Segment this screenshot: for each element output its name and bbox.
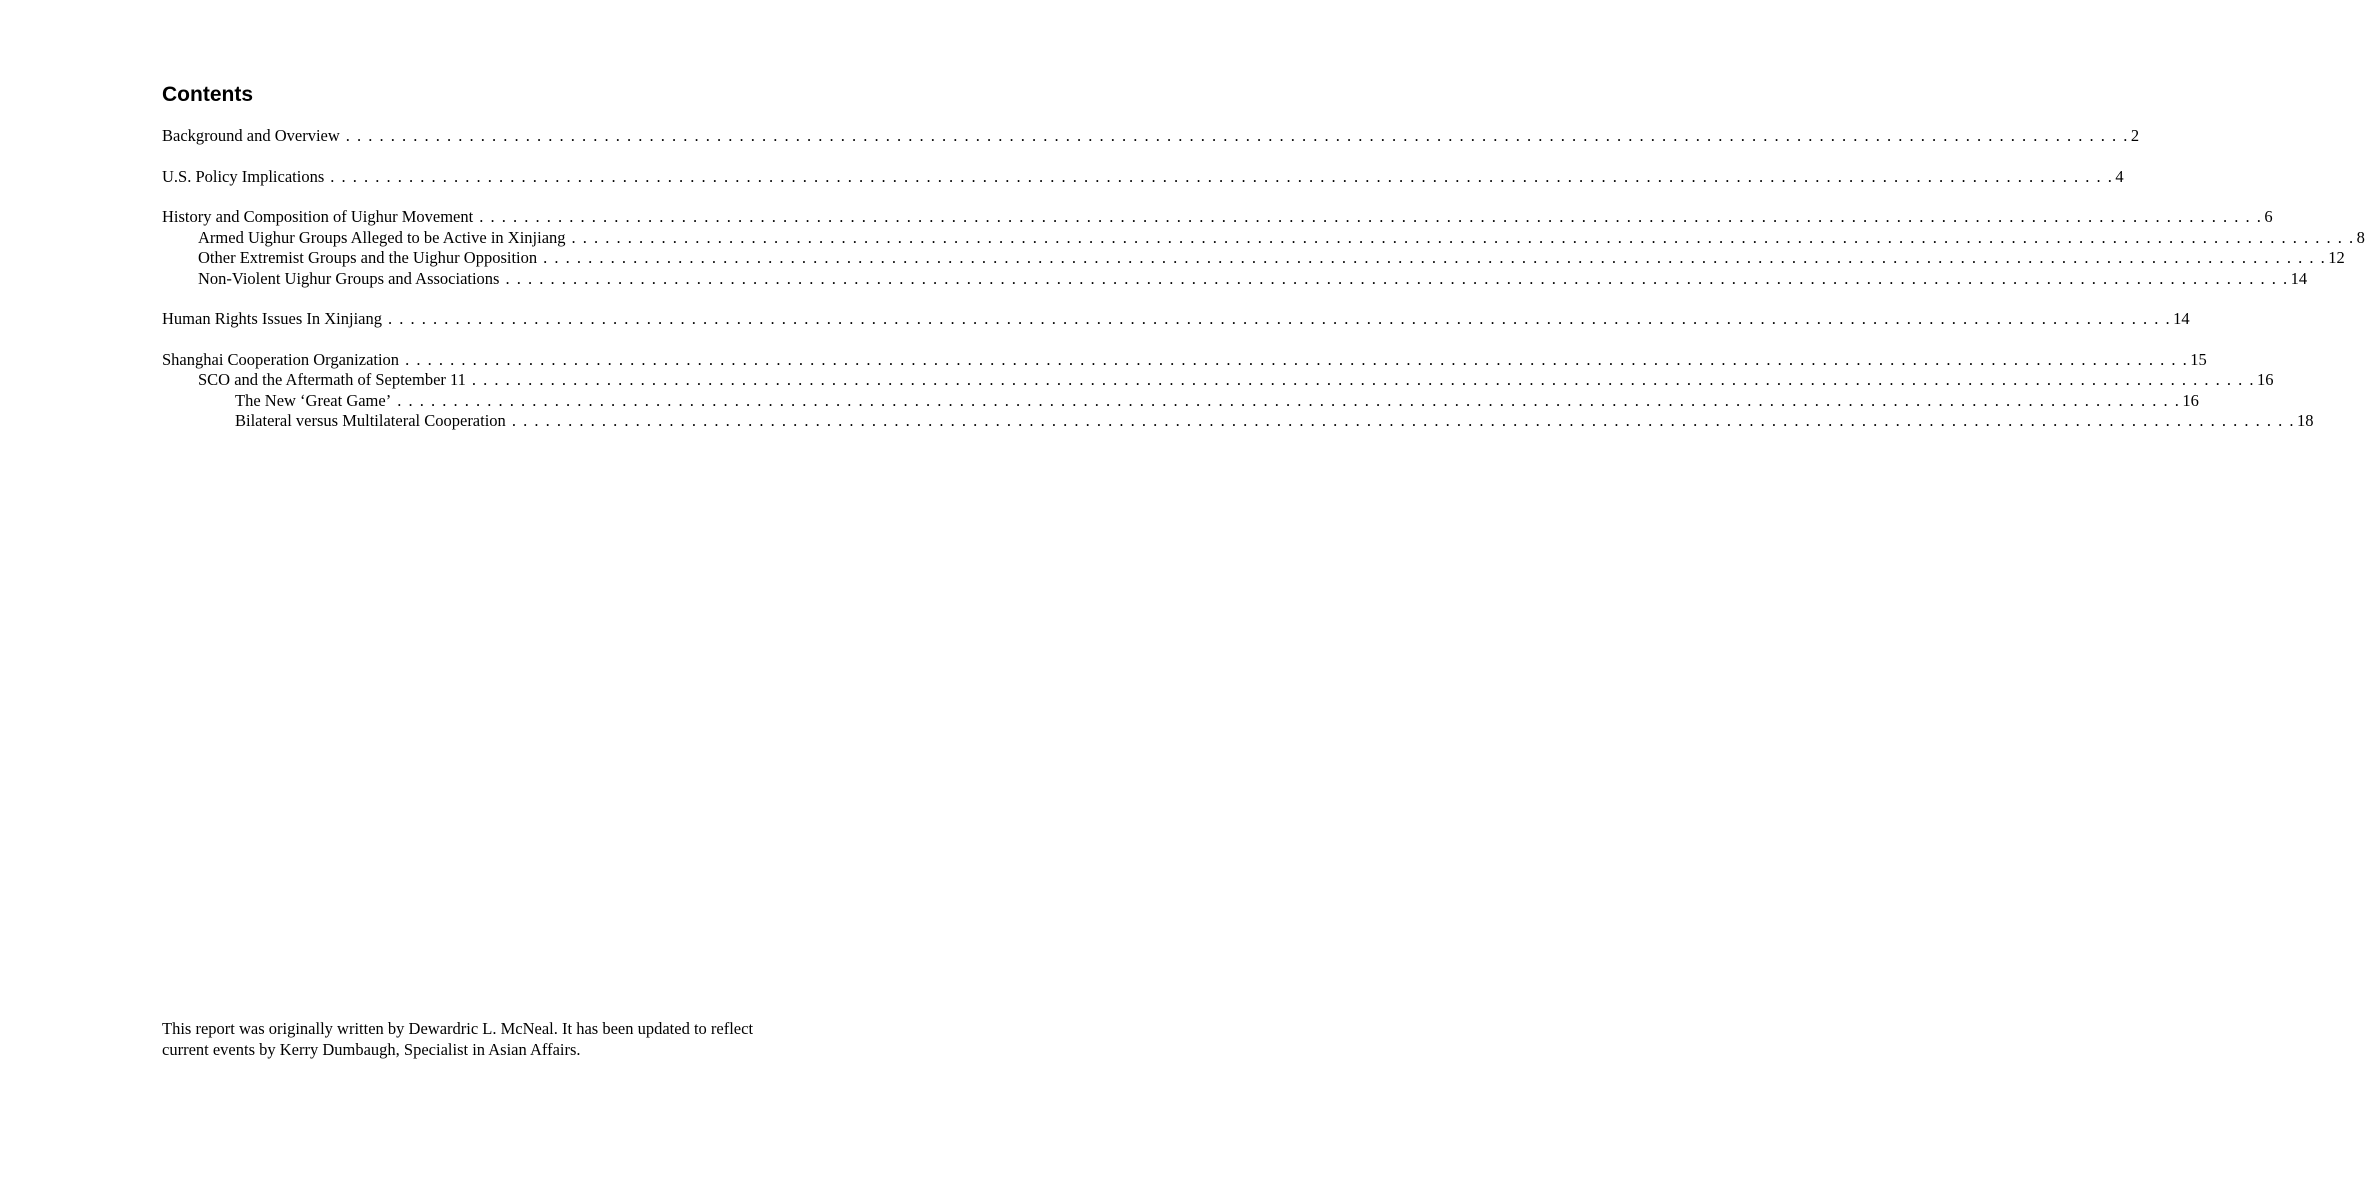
- author-note: This report was originally written by Dewardric L. McNeal. It has been updated to reflect current events by Kerry Dumbaugh, Specialist in Asian Affairs.: [162, 1019, 754, 1059]
- toc-entry-title: Other Extremist Groups and the Uighur Opposition: [198, 248, 538, 267]
- toc-section: [162, 207, 2365, 289]
- toc-entry[interactable]: [162, 248, 2345, 269]
- toc-entry[interactable]: [162, 227, 2365, 249]
- toc-entry-page-number: 14: [2290, 268, 2308, 288]
- toc-entry-page-number: 4: [2115, 166, 2124, 186]
- dot-leader: . . . . . . . . . . . . . . . . . . . . . . . . . . . . . . . . . . . . . . . . . . . . . . . . . . . . . . . . . . . . . . . . . . . . . . . . . . . . . . . . . . . . . . . . . . . . . . . . . . . . . . . . . . . . . . . . . . . . . . . . . . . . . . . . . . . . . . . . . . . . . . . . . . . . . . . . . . . . . . .: [330, 166, 2114, 186]
- toc-entry[interactable]: [162, 370, 2274, 391]
- toc-entry-title: The New ‘Great Game’: [235, 390, 392, 410]
- toc-entry-page-number: 8: [2356, 227, 2365, 247]
- table-of-contents: [162, 126, 2365, 452]
- dot-leader: . . . . . . . . . . . . . . . . . . . . . . . . . . . . . . . . . . . . . . . . . . . . . . . . . . . . . . . . . . . . . . . . . . . . . . . . . . . . . . . . . . . . . . . . . . . . . . . . . . . . . . . . . . . . . . . . . . . . . . . . . . . . . . . . . . . . . . . . . . . . . . . . . . . . . . . . . . . . . . .: [511, 411, 2295, 430]
- toc-entry[interactable]: [162, 268, 2308, 290]
- dot-leader: . . . . . . . . . . . . . . . . . . . . . . . . . . . . . . . . . . . . . . . . . . . . . . . . . . . . . . . . . . . . . . . . . . . . . . . . . . . . . . . . . . . . . . . . . . . . . . . . . . . . . . . . . . . . . . . . . . . . . . . . . . . . . . . . . . . . . . . . . . . . . . . . . . . . . . . . . . . . . . .: [345, 126, 2129, 145]
- toc-entry-page-number: 14: [2173, 309, 2190, 328]
- toc-section: [162, 309, 2190, 330]
- toc-entry[interactable]: [162, 390, 2199, 412]
- toc-entry-page-number: 16: [2257, 370, 2274, 389]
- dot-leader: . . . . . . . . . . . . . . . . . . . . . . . . . . . . . . . . . . . . . . . . . . . . . . . . . . . . . . . . . . . . . . . . . . . . . . . . . . . . . . . . . . . . . . . . . . . . . . . . . . . . . . . . . . . . . . . . . . . . . . . . . . . . . . . . . . . . . . . . . . . . . . . . . . . . . . . . . . . . . . .: [388, 309, 2172, 328]
- toc-section: [162, 126, 2140, 147]
- toc-entry-title: SCO and the Aftermath of September 11: [198, 370, 466, 389]
- toc-entry-title: Human Rights Issues In Xinjiang: [162, 309, 382, 328]
- toc-entry-page-number: 15: [2190, 349, 2207, 369]
- dot-leader: . . . . . . . . . . . . . . . . . . . . . . . . . . . . . . . . . . . . . . . . . . . . . . . . . . . . . . . . . . . . . . . . . . . . . . . . . . . . . . . . . . . . . . . . . . . . . . . . . . . . . . . . . . . . . . . . . . . . . . . . . . . . . . . . . . . . . . . . . . . . . . . . . . . . . . . . . . . . . . .: [571, 227, 2355, 247]
- toc-entry[interactable]: [162, 411, 2314, 432]
- toc-entry-title: Background and Overview: [162, 126, 340, 145]
- toc-entry[interactable]: [162, 126, 2140, 147]
- toc-entry-page-number: 16: [2182, 390, 2199, 410]
- dot-leader: . . . . . . . . . . . . . . . . . . . . . . . . . . . . . . . . . . . . . . . . . . . . . . . . . . . . . . . . . . . . . . . . . . . . . . . . . . . . . . . . . . . . . . . . . . . . . . . . . . . . . . . . . . . . . . . . . . . . . . . . . . . . . . . . . . . . . . . . . . . . . . . . . . . . . . . . . . . . . . .: [543, 248, 2327, 267]
- toc-entry-title: Bilateral versus Multilateral Cooperation: [235, 411, 506, 430]
- toc-entry-page-number: 12: [2328, 248, 2345, 267]
- toc-entry-page-number: 18: [2296, 411, 2314, 430]
- toc-entry-title: Non-Violent Uighur Groups and Associations: [198, 268, 500, 288]
- toc-entry-title: Armed Uighur Groups Alleged to be Active in Xinjiang: [198, 227, 566, 247]
- dot-leader: . . . . . . . . . . . . . . . . . . . . . . . . . . . . . . . . . . . . . . . . . . . . . . . . . . . . . . . . . . . . . . . . . . . . . . . . . . . . . . . . . . . . . . . . . . . . . . . . . . . . . . . . . . . . . . . . . . . . . . . . . . . . . . . . . . . . . . . . . . . . . . . . . . . . . . . . . . . . . . .: [397, 390, 2181, 410]
- toc-entry-title: Shanghai Cooperation Organization: [162, 349, 400, 369]
- toc-entry[interactable]: [162, 207, 2273, 228]
- toc-entry[interactable]: [162, 166, 2124, 188]
- toc-section: [162, 166, 2124, 188]
- toc-section: [162, 349, 2314, 432]
- toc-entry[interactable]: [162, 349, 2207, 371]
- toc-entry-title: History and Composition of Uighur Movement: [162, 207, 474, 226]
- contents-heading: Contents: [162, 83, 253, 106]
- toc-entry[interactable]: [162, 309, 2190, 330]
- dot-leader: . . . . . . . . . . . . . . . . . . . . . . . . . . . . . . . . . . . . . . . . . . . . . . . . . . . . . . . . . . . . . . . . . . . . . . . . . . . . . . . . . . . . . . . . . . . . . . . . . . . . . . . . . . . . . . . . . . . . . . . . . . . . . . . . . . . . . . . . . . . . . . . . . . . . . . . . . . . . . . .: [471, 370, 2256, 389]
- dot-leader: . . . . . . . . . . . . . . . . . . . . . . . . . . . . . . . . . . . . . . . . . . . . . . . . . . . . . . . . . . . . . . . . . . . . . . . . . . . . . . . . . . . . . . . . . . . . . . . . . . . . . . . . . . . . . . . . . . . . . . . . . . . . . . . . . . . . . . . . . . . . . . . . . . . . . . . . . . . . . . .: [479, 207, 2263, 226]
- toc-entry-page-number: 2: [2130, 126, 2140, 145]
- toc-entry-title: U.S. Policy Implications: [162, 166, 325, 186]
- dot-leader: . . . . . . . . . . . . . . . . . . . . . . . . . . . . . . . . . . . . . . . . . . . . . . . . . . . . . . . . . . . . . . . . . . . . . . . . . . . . . . . . . . . . . . . . . . . . . . . . . . . . . . . . . . . . . . . . . . . . . . . . . . . . . . . . . . . . . . . . . . . . . . . . . . . . . . . . . . . . . . .: [505, 268, 2289, 288]
- toc-entry-page-number: 6: [2264, 207, 2273, 226]
- dot-leader: . . . . . . . . . . . . . . . . . . . . . . . . . . . . . . . . . . . . . . . . . . . . . . . . . . . . . . . . . . . . . . . . . . . . . . . . . . . . . . . . . . . . . . . . . . . . . . . . . . . . . . . . . . . . . . . . . . . . . . . . . . . . . . . . . . . . . . . . . . . . . . . . . . . . . . . . . . . . . . .: [405, 349, 2189, 369]
